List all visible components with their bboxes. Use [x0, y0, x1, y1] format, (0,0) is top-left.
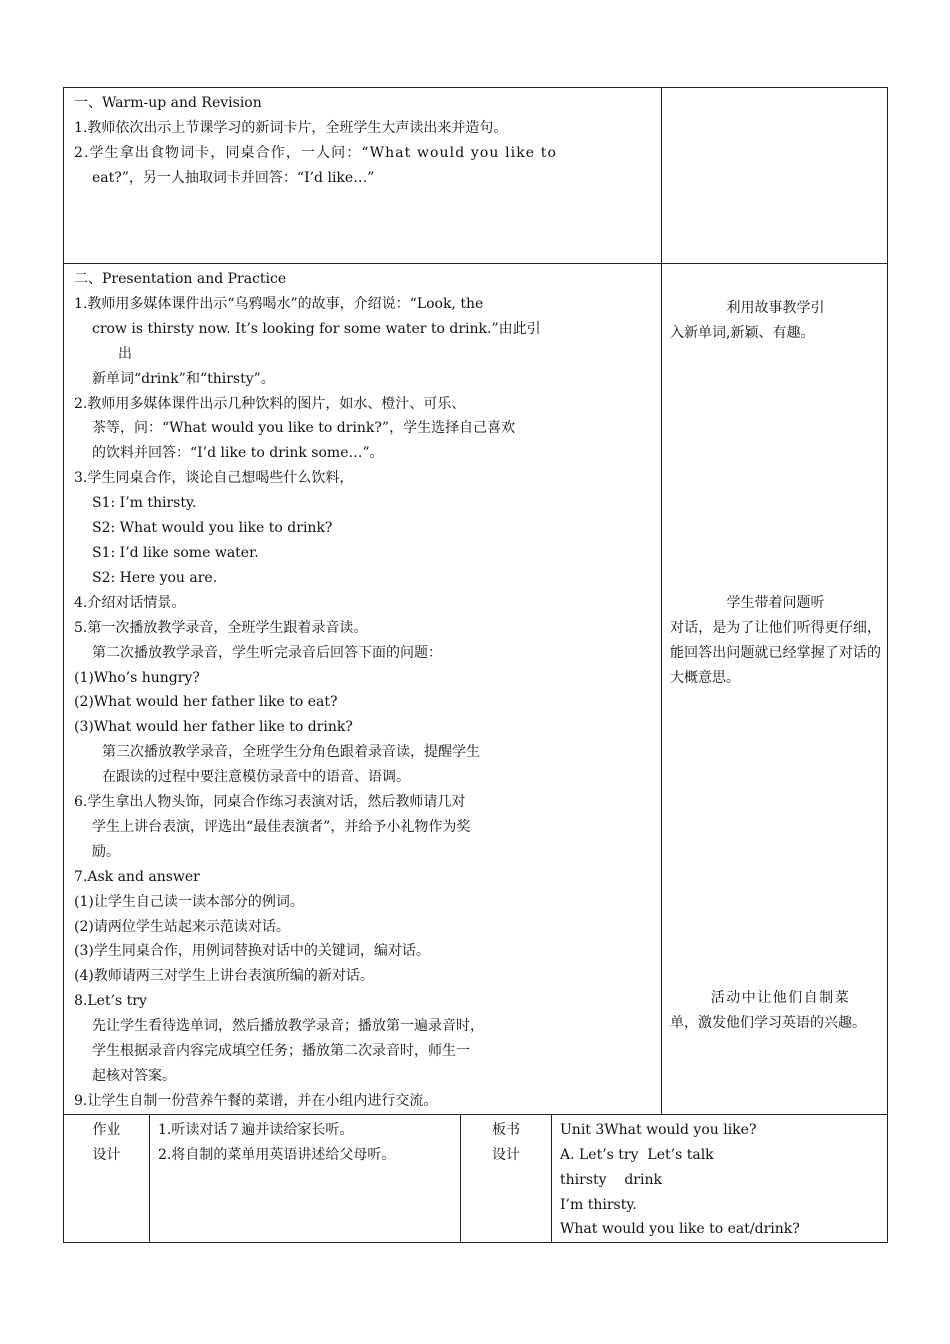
board-line-5: What would you like to eat/drink? — [560, 1221, 800, 1238]
note-questions-rest: 对话，是为了让他们听得更仔细，能回答出问题就已经掌握了对话的大概意思。 — [670, 619, 881, 686]
presentation-line: S1: I’m thirsty. — [92, 495, 197, 512]
homework-content-cell — [150, 1114, 461, 1243]
presentation-line: 的饮料并回答：“I’d like to drink some…”。 — [92, 445, 384, 462]
homework-board-row — [64, 1114, 888, 1243]
presentation-heading: 二、Presentation and Practice — [74, 271, 287, 287]
presentation-line: 6.学生拿出人物头饰，同桌合作练习表演对话，然后教师请几对 — [74, 794, 466, 811]
presentation-line: 9.让学生自制一份营养午餐的菜谱，并在小组内进行交流。 — [74, 1092, 438, 1109]
homework-label-2: 设计 — [92, 1146, 121, 1163]
board-label-2: 设计 — [492, 1146, 520, 1163]
homework-label-1: 作业 — [92, 1121, 121, 1138]
presentation-note-cell — [662, 264, 888, 1115]
presentation-line: S2: What would you like to drink? — [92, 520, 333, 537]
note-menu: 活动中让他们自制菜 — [710, 990, 851, 1007]
presentation-line: (2)请两位学生站起来示范读对话。 — [74, 918, 290, 935]
note-menu-rest: 单，激发他们学习英语的兴趣。 — [670, 1015, 866, 1032]
presentation-line: (3)What would her father like to drink? — [74, 719, 353, 736]
presentation-line: (1)让学生自己读一读本部分的例词。 — [74, 893, 304, 910]
presentation-line: 新单词“drink”和“thirsty”。 — [92, 370, 275, 387]
homework-item-2: 2.将自制的菜单用英语讲述给父母听。 — [158, 1146, 396, 1163]
lesson-plan-table — [63, 87, 888, 1243]
presentation-line: 茶等，问：“What would you like to drink?”，学生选择自己喜欢 — [92, 420, 516, 437]
warmup-cell — [64, 88, 662, 264]
presentation-line: 7.Ask and answer — [74, 868, 200, 885]
presentation-line: (3)学生同桌合作，用例词替换对话中的关键词，编对话。 — [74, 943, 430, 960]
presentation-line: 学生上讲台表演，评选出“最佳表演者”，并给予小礼物作为奖 — [92, 818, 471, 835]
board-line-3: thirsty drink — [560, 1171, 662, 1188]
presentation-line: S1: I’d like some water. — [92, 544, 259, 561]
warmup-line-3: eat?”，另一人抽取词卡并回答：“I’d like…” — [92, 169, 375, 186]
presentation-line: 先让学生看待选单词，然后播放教学录音；播放第一遍录音时， — [92, 1018, 484, 1035]
presentation-line: 出 — [118, 345, 132, 362]
presentation-line: 1.教师用多媒体课件出示“乌鸦喝水”的故事，介绍说：“Look, the — [74, 295, 484, 312]
presentation-line: 4.介绍对话情景。 — [74, 594, 186, 611]
presentation-line: (2)What would her father like to eat? — [74, 694, 338, 711]
presentation-line: 起核对答案。 — [92, 1068, 176, 1084]
presentation-line: 3.学生同桌合作，谈论自己想喝些什么饮料， — [74, 470, 354, 487]
presentation-line: crow is thirsty now. It’s looking for some water to drink.”由此引 — [92, 320, 541, 337]
board-label-cell — [461, 1114, 552, 1243]
presentation-line: 在跟读的过程中要注意模仿录音中的语音、语调。 — [102, 769, 410, 786]
note-story: 利用故事教学引 — [726, 300, 825, 316]
lesson-plan-page — [63, 87, 887, 1243]
presentation-cell — [64, 264, 662, 1115]
warmup-line-2: 2.学生拿出食物词卡，同桌合作，一人问：“What would you like to — [74, 144, 557, 161]
presentation-line: 学生根据录音内容完成填空任务；播放第二次录音时，师生一 — [92, 1043, 470, 1060]
presentation-line: 2.教师用多媒体课件出示几种饮料的图片，如水、橙汁、可乐、 — [74, 395, 466, 412]
board-line-4: I’m thirsty. — [560, 1196, 637, 1213]
presentation-line: 8.Let’s try — [74, 993, 147, 1010]
warmup-row — [64, 88, 888, 264]
warmup-note-cell — [662, 88, 888, 264]
presentation-line: (1)Who’s hungry? — [74, 669, 200, 686]
presentation-line: 励。 — [92, 843, 120, 860]
warmup-heading: 一、Warm-up and Revision — [74, 95, 262, 111]
presentation-line: 第二次播放教学录音，学生听完录音后回答下面的问题： — [92, 644, 442, 661]
presentation-row — [64, 264, 888, 1115]
homework-label-cell — [64, 1114, 150, 1243]
board-line-2: A. Let’s try Let’s talk — [560, 1146, 714, 1163]
board-label-1: 板书 — [492, 1121, 520, 1138]
presentation-line: 第三次播放教学录音，全班学生分角色跟着录音读，提醒学生 — [102, 744, 480, 761]
note-questions: 学生带着问题听 — [726, 594, 825, 611]
note-story-rest: 入新单词,新颖、有趣。 — [670, 324, 815, 341]
presentation-line: 5.第一次播放教学录音，全班学生跟着录音读。 — [74, 619, 368, 636]
board-content-cell — [552, 1114, 888, 1243]
board-line-1: Unit 3What would you like? — [560, 1121, 757, 1138]
homework-item-1: 1.听读对话７遍并读给家长听。 — [158, 1121, 354, 1138]
presentation-line: S2: Here you are. — [92, 569, 218, 586]
presentation-line: (4)教师请两三对学生上讲台表演所编的新对话。 — [74, 968, 374, 985]
warmup-line-1: 1.教师依次出示上节课学习的新词卡片，全班学生大声读出来并造句。 — [74, 119, 508, 136]
